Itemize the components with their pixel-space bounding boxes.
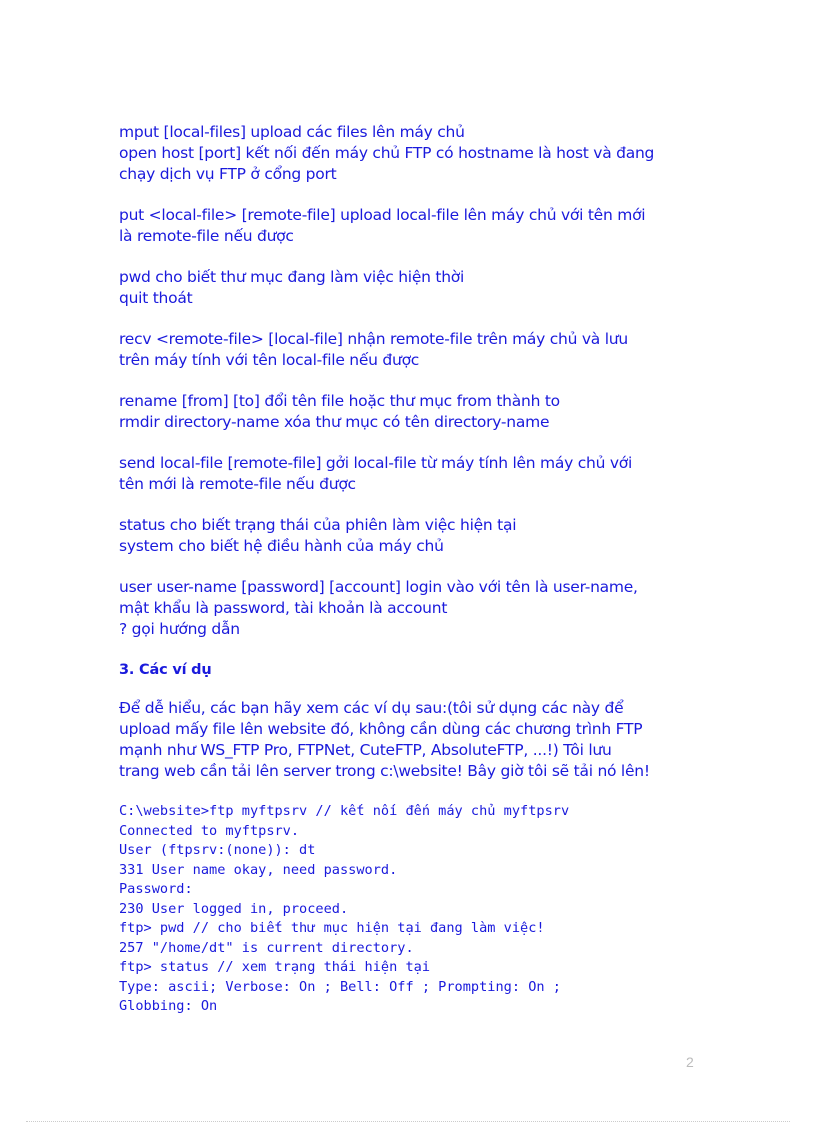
code-line: Connected to myftpsrv. [119,822,300,839]
section-heading: 3. Các ví dụ [119,662,212,678]
text-line: rmdir directory-name xóa thư mục có tên directory-name [119,413,550,431]
command-paragraph [119,329,709,371]
command-paragraph [119,205,709,247]
page-bottom-dotted-rule [26,1121,790,1122]
text-line: recv <remote-file> [local-file] nhận remote-file trên máy chủ và lưu [119,330,628,348]
text-line: quit thoát [119,289,193,307]
text-line: trang web cần tải lên server trong c:\website! Bây giờ tôi sẽ tải nó lên! [119,762,650,780]
text-line: mput [local-files] upload các files lên máy chủ [119,123,465,141]
command-paragraph [119,267,709,309]
code-line: 230 User logged in, proceed. [119,900,349,917]
code-line: Password: [119,881,193,897]
ftp-session-code-block [119,802,709,1017]
page-content [119,122,709,1017]
text-line: tên mới là remote-file nếu được [119,475,356,493]
text-line: Để dễ hiểu, các bạn hãy xem các ví dụ sau:(tôi sử dụng các này để [119,699,624,717]
text-line: mạnh như WS_FTP Pro, FTPNet, CuteFTP, AbsoluteFTP, ...!) Tôi lưu [119,741,612,759]
intro-paragraph [119,698,709,782]
command-paragraph [119,577,709,640]
code-line: 331 User name okay, need password. [119,861,398,878]
text-line: system cho biết hệ điều hành của máy chủ [119,537,444,555]
code-line: 257 "/home/dt" is current directory. [119,939,414,956]
text-line: send local-file [remote-file] gởi local-file từ máy tính lên máy chủ với [119,454,633,472]
command-paragraph [119,453,709,495]
code-line: ftp> pwd // cho biết thư mục hiện tại đang làm việc! [119,920,545,936]
text-line: là remote-file nếu được [119,227,294,245]
text-line: trên máy tính với tên local-file nếu được [119,351,420,369]
code-line: User (ftpsrv:(none)): dt [119,842,316,858]
text-line: status cho biết trạng thái của phiên làm việc hiện tại [119,516,517,534]
code-line: C:\website>ftp myftpsrv // kết nối đến máy chủ myftpsrv [119,803,570,819]
text-line: put <local-file> [remote-file] upload local-file lên máy chủ với tên mới [119,206,646,224]
code-line: Globbing: On [119,998,218,1014]
ftp-command-list [119,122,709,640]
command-paragraph [119,122,709,185]
text-line: ? gọi hướng dẫn [119,620,240,638]
text-line: rename [from] [to] đổi tên file hoặc thư mục from thành to [119,392,560,410]
command-paragraph [119,515,709,557]
command-paragraph [119,391,709,433]
text-line: pwd cho biết thư mục đang làm việc hiện thời [119,268,465,286]
page-number: 2 [686,1054,694,1070]
text-line: upload mấy file lên website đó, không cần dùng các chương trình FTP [119,720,643,738]
text-line: mật khẩu là password, tài khoản là account [119,599,448,617]
text-line: open host [port] kết nối đến máy chủ FTP có hostname là host và đang [119,144,655,162]
code-line: ftp> status // xem trạng thái hiện tại [119,959,430,975]
text-line: chạy dịch vụ FTP ở cổng port [119,165,337,183]
text-line: user user-name [password] [account] login vào với tên là user-name, [119,578,638,596]
code-line: Type: ascii; Verbose: On ; Bell: Off ; Prompting: On ; [119,978,561,995]
